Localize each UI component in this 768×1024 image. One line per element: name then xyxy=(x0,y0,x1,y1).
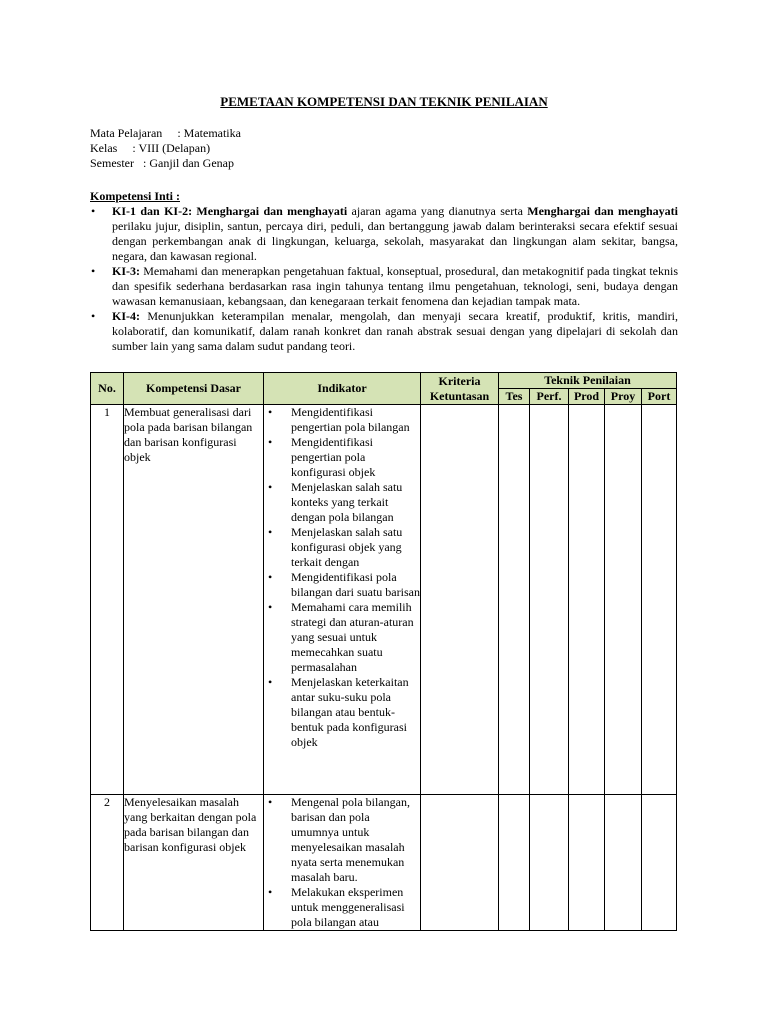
header-prod: Prod xyxy=(569,389,605,405)
indicator-text: Mengidentifikasi pola bilangan dari suatu barisan xyxy=(291,570,420,599)
perf-cell xyxy=(530,795,569,931)
prod-cell xyxy=(569,795,605,931)
indicator-text: Mengidentifikasi pengertian pola konfigurasi objek xyxy=(291,435,376,479)
header-perf: Perf. xyxy=(530,389,569,405)
port-cell xyxy=(642,795,677,931)
indicator-text: Menjelaskan salah satu konfigurasi objek yang terkait dengan xyxy=(291,525,403,569)
row-number: 2 xyxy=(91,795,124,931)
core-competence-text: KI-4: xyxy=(112,309,140,323)
indicator-text: Menjelaskan salah satu konteks yang terkait dengan pola bilangan xyxy=(291,480,403,524)
header-kriteria-ketuntasan: Kriteria Ketuntasan xyxy=(421,373,499,405)
prod-cell xyxy=(569,405,605,795)
core-competence-text: Menghargai dan menghayati xyxy=(527,204,678,218)
header-port: Port xyxy=(642,389,677,405)
indicator-item xyxy=(264,480,420,525)
indicator-text: Melakukan eksperimen untuk menggeneralisasi pola bilangan atau xyxy=(291,885,405,929)
proy-cell xyxy=(605,405,642,795)
indicator-item xyxy=(264,525,420,570)
core-competence-text: ajaran agama yang dianutnya serta xyxy=(347,204,528,218)
bullet-icon: • xyxy=(91,264,96,278)
header-tes: Tes xyxy=(499,389,530,405)
bullet-icon: • xyxy=(268,675,273,689)
meta-subject: Mata Pelajaran : Matematika xyxy=(90,126,241,140)
perf-cell xyxy=(530,405,569,795)
tes-cell xyxy=(499,795,530,931)
header-proy: Proy xyxy=(605,389,642,405)
indicator-text: Memahami cara memilih strategi dan aturan-aturan yang sesuai untuk memecahkan suatu permasalahan xyxy=(291,600,414,674)
indicator-text: Mengenal pola bilangan, barisan dan pola umumnya untuk menyelesaikan masalah nyata serta menemukan masalah baru. xyxy=(291,795,410,884)
core-competence-text: KI-3: xyxy=(112,264,140,278)
indikator-cell xyxy=(264,405,421,795)
indicator-item xyxy=(264,600,420,675)
header-no: No. xyxy=(91,373,124,405)
table-row xyxy=(91,795,677,931)
meta-semester: Semester : Ganjil dan Genap xyxy=(90,156,234,170)
indicator-item xyxy=(264,795,420,885)
indicator-item xyxy=(264,885,420,930)
indicator-list xyxy=(264,795,420,930)
bullet-icon: • xyxy=(268,795,273,809)
header-teknik-penilaian: Teknik Penilaian xyxy=(499,373,677,389)
core-competence-text: KI-1 dan KI-2: Menghargai dan menghayati xyxy=(112,204,348,218)
bullet-icon: • xyxy=(268,435,273,449)
indicator-item xyxy=(264,435,420,480)
indicator-list xyxy=(264,405,420,750)
bullet-icon: • xyxy=(268,600,273,614)
core-competence-text: perilaku jujur, disiplin, santun, percaya diri, peduli, dan bertanggung jawab dalam berinteraksi secara efektif sesuai dengan perkembangan anak di lingkungan, keluarga, sekolah, masyarakat dan lingkungan alam sekitar, bangsa, negara, dan kawasan regional. xyxy=(112,219,678,263)
assessment-table xyxy=(90,372,677,931)
indicator-item xyxy=(264,570,420,600)
core-competence-text: Memahami dan menerapkan pengetahuan faktual, konseptual, prosedural, dan metakognitif pada tingkat teknis dan spesifik sederhana berdasarkan rasa ingin tahunya tentang ilmu pengetahuan, teknologi, seni, budaya dengan wawasan kemanusiaan, kebangsaan, dan kenegaraan terkait fenomena dan kejadian tampak mata. xyxy=(112,264,678,308)
kriteria-cell xyxy=(421,795,499,931)
table-row xyxy=(91,405,677,795)
indikator-cell xyxy=(264,795,421,931)
core-competence-item xyxy=(90,204,678,264)
proy-cell xyxy=(605,795,642,931)
indicator-text: Mengidentifikasi pengertian pola bilangan xyxy=(291,405,410,434)
core-competence-item xyxy=(90,309,678,354)
header-indikator: Indikator xyxy=(264,373,421,405)
subject-meta xyxy=(90,126,241,171)
bullet-icon: • xyxy=(268,885,273,899)
indicator-item xyxy=(264,675,420,750)
bullet-icon: • xyxy=(91,309,96,323)
indicator-item xyxy=(264,405,420,435)
port-cell xyxy=(642,405,677,795)
bullet-icon: • xyxy=(268,525,273,539)
bullet-icon: • xyxy=(268,480,273,494)
bullet-icon: • xyxy=(268,405,273,419)
tes-cell xyxy=(499,405,530,795)
row-number: 1 xyxy=(91,405,124,795)
indicator-text: Menjelaskan keterkaitan antar suku-suku pola bilangan atau bentuk-bentuk pada konfigurasi objek xyxy=(291,675,409,749)
core-competence-text: Menunjukkan keterampilan menalar, mengolah, dan menyaji secara kreatif, produktif, kritis, mandiri, kolaboratif, dan komunikatif, dalam ranah konkret dan ranah abstrak sesuai dengan yang dipelajari di sekolah dan sumber lain yang sama dalam sudut pandang teori. xyxy=(112,309,678,353)
bullet-icon: • xyxy=(91,204,96,218)
page-title: PEMETAAN KOMPETENSI DAN TEKNIK PENILAIAN xyxy=(220,94,548,109)
kriteria-cell xyxy=(421,405,499,795)
core-competence-item xyxy=(90,264,678,309)
meta-class: Kelas : VIII (Delapan) xyxy=(90,141,211,155)
bullet-icon: • xyxy=(268,570,273,584)
core-competence-heading: Kompetensi Inti : xyxy=(90,189,180,203)
core-competence-list xyxy=(90,204,678,354)
kompetensi-dasar-cell: Menyelesaikan masalah yang berkaitan dengan pola pada barisan bilangan dan barisan konfigurasi objek xyxy=(124,795,264,931)
header-kompetensi-dasar: Kompetensi Dasar xyxy=(124,373,264,405)
kompetensi-dasar-cell: Membuat generalisasi dari pola pada barisan bilangan dan barisan konfigurasi objek xyxy=(124,405,264,795)
